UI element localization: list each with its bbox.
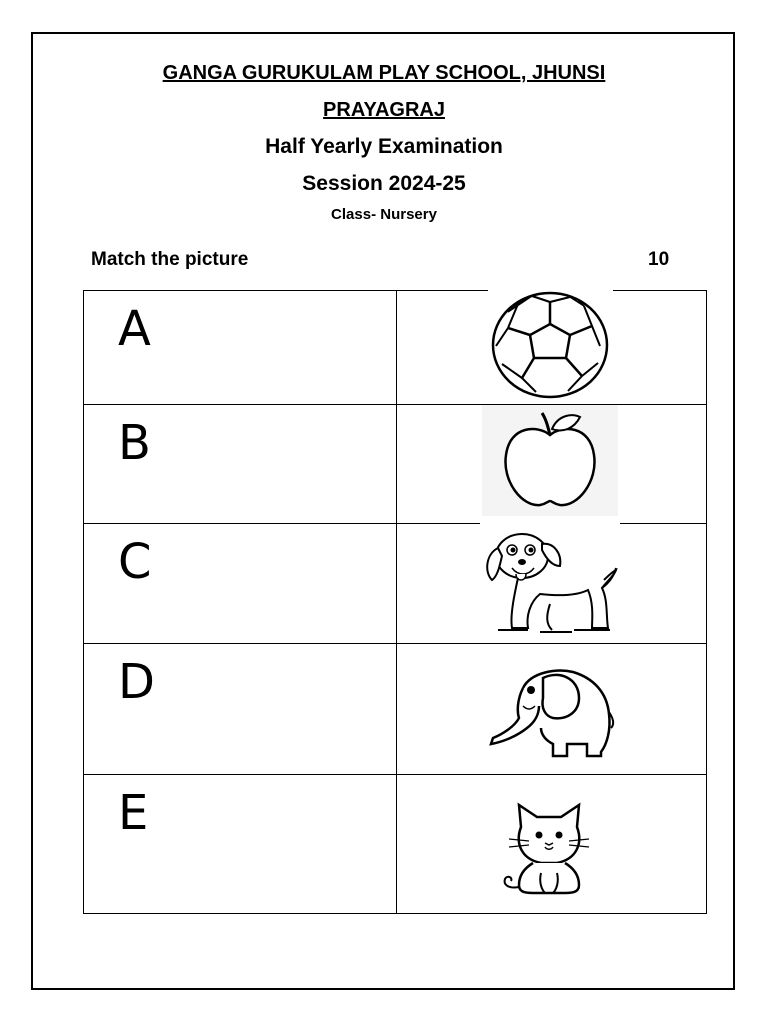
apple-icon [482, 405, 618, 516]
row-letter: D [118, 653, 155, 710]
class-label: Class- Nursery [331, 206, 437, 223]
question-marks: 10 [648, 249, 670, 270]
letter-cell [84, 643, 397, 774]
letter-cell [84, 291, 397, 405]
letter-cell [84, 405, 397, 524]
football-icon [488, 288, 613, 402]
row-letter: E [118, 784, 149, 841]
letter-cell [84, 774, 397, 913]
letter-cell [84, 524, 397, 643]
elephant-icon [483, 648, 617, 774]
exam-title: Half Yearly Examination [265, 135, 503, 158]
row-letter: C [118, 534, 152, 591]
row-letter: A [118, 301, 151, 357]
school-city: PRAYAGRAJ [323, 99, 445, 121]
table-row [84, 291, 707, 405]
school-name: GANGA GURUKULAM PLAY SCHOOL, JHUNSI [162, 62, 606, 84]
session-title: Session 2024-25 [302, 172, 466, 195]
row-letter: B [118, 415, 151, 472]
cat-icon [457, 777, 644, 912]
question-label: Match the picture [91, 249, 249, 270]
dog-icon [480, 520, 620, 640]
